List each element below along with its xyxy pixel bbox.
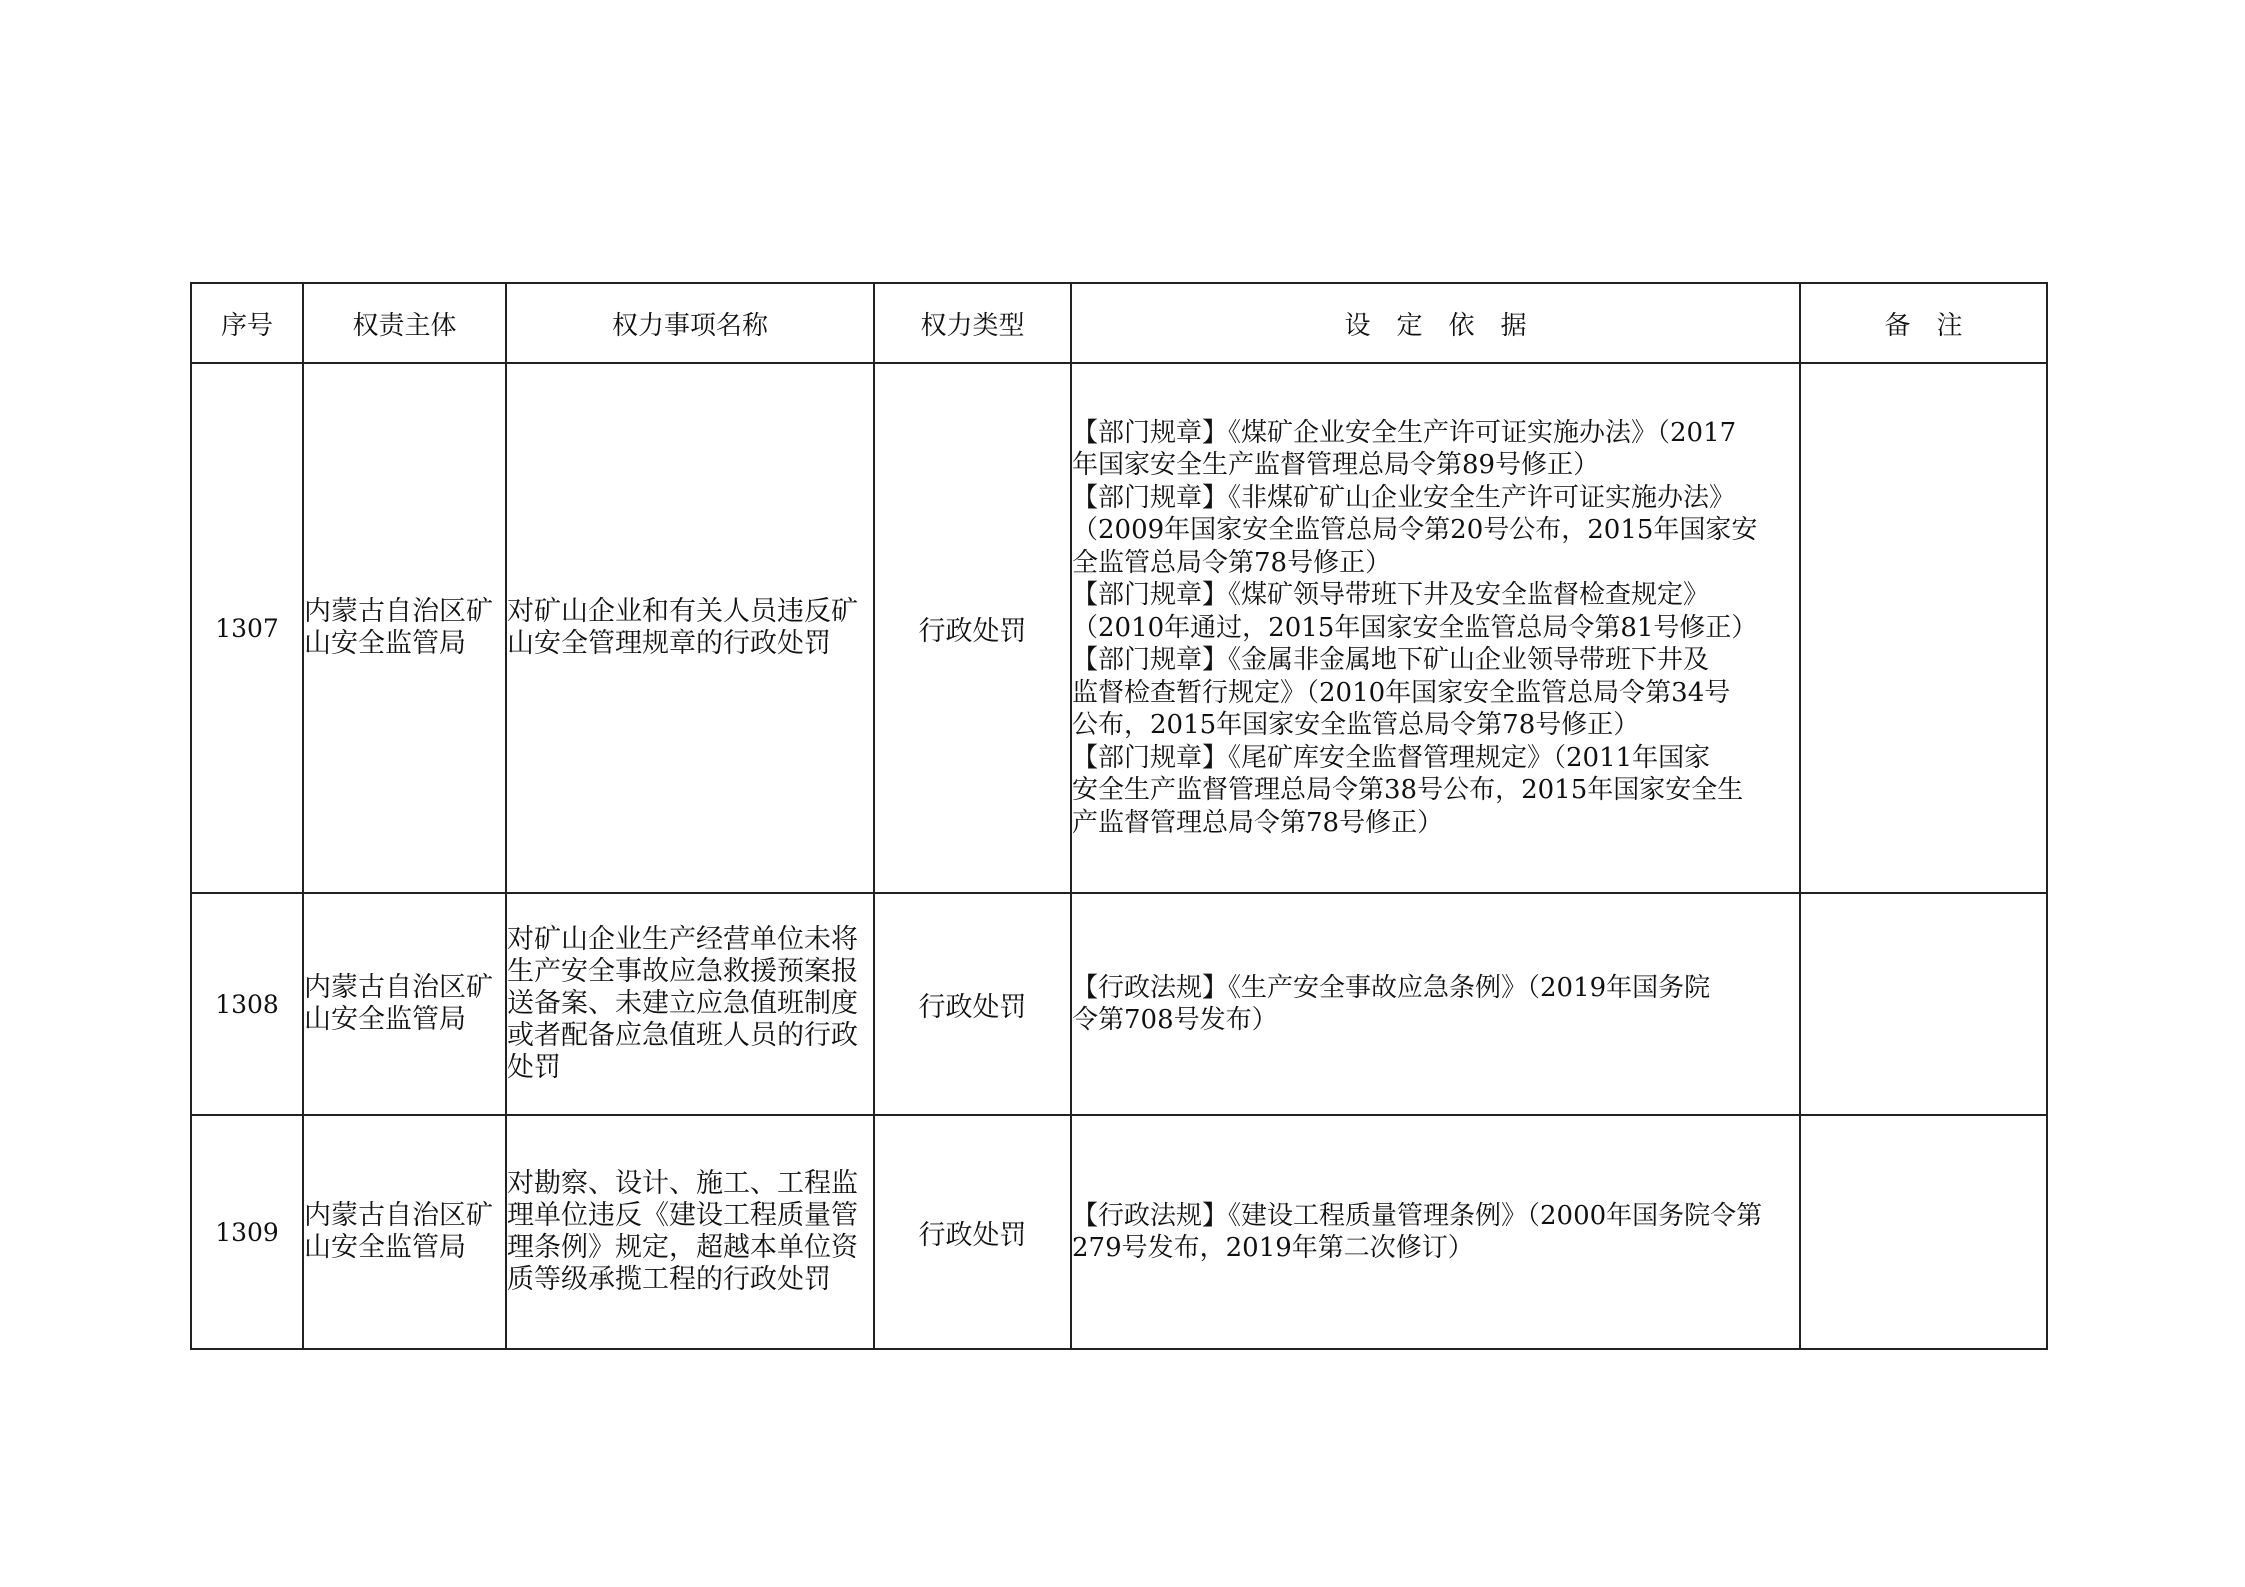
row-number: 1307 — [191, 363, 303, 893]
basis-line: （2010年通过，2015年国家安全监管总局令第81号修正） — [1072, 612, 1758, 643]
header-note: 备 注 — [1800, 283, 2047, 363]
row-subject: 内蒙古自治区矿山安全监管局 — [303, 363, 506, 893]
row-basis — [1071, 363, 1800, 893]
table-header-row — [191, 283, 2047, 363]
basis-line: 产监督管理总局令第78号修正） — [1072, 807, 1444, 838]
header-subject: 权责主体 — [303, 283, 506, 363]
table-row — [191, 1115, 2047, 1349]
basis-line: 【部门规章】《煤矿企业安全生产许可证实施办法》（2017 — [1072, 417, 1737, 448]
header-item-name: 权力事项名称 — [506, 283, 874, 363]
basis-line: 安全生产监督管理总局令第38号公布，2015年国家安全生 — [1072, 775, 1744, 806]
header-seq: 序号 — [191, 283, 303, 363]
basis-line: 【行政法规】《生产安全事故应急条例》（2019年国务院 — [1072, 972, 1711, 1003]
row-note — [1800, 1115, 2047, 1349]
basis-line: 令第708号发布） — [1072, 1005, 1278, 1035]
row-note — [1800, 363, 2047, 893]
basis-line: 【部门规章】《金属非金属地下矿山企业领导带班下井及 — [1072, 645, 1710, 676]
row-item-name: 对矿山企业和有关人员违反矿山安全管理规章的行政处罚 — [506, 363, 874, 893]
row-type: 行政处罚 — [874, 363, 1071, 893]
row-type: 行政处罚 — [874, 1115, 1071, 1349]
table-row — [191, 893, 2047, 1115]
table-row — [191, 363, 2047, 893]
header-basis: 设 定 依 据 — [1071, 283, 1800, 363]
basis-line: （2009年国家安全监管总局令第20号公布，2015年国家安 — [1072, 515, 1758, 546]
basis-line: 全监管总局令第78号修正） — [1072, 547, 1392, 578]
row-subject: 内蒙古自治区矿山安全监管局 — [303, 1115, 506, 1349]
basis-line: 监督检查暂行规定》（2010年国家安全监管总局令第34号 — [1072, 677, 1731, 708]
authority-table — [190, 282, 2048, 1350]
basis-line: 年国家安全生产监督管理总局令第89号修正） — [1072, 450, 1600, 481]
row-item-name: 对勘察、设计、施工、工程监理单位违反《建设工程质量管理条例》规定，超越本单位资质等级承揽工程的行政处罚 — [506, 1115, 874, 1349]
basis-line: 279号发布，2019年第二次修订） — [1072, 1233, 1474, 1263]
row-subject: 内蒙古自治区矿山安全监管局 — [303, 893, 506, 1115]
basis-line: 公布，2015年国家安全监管总局令第78号修正） — [1072, 710, 1640, 741]
basis-line: 【部门规章】《煤矿领导带班下井及安全监督检查规定》 — [1072, 580, 1710, 611]
row-note — [1800, 893, 2047, 1115]
row-basis — [1071, 893, 1800, 1115]
basis-line: 【部门规章】《非煤矿矿山企业安全生产许可证实施办法》 — [1072, 482, 1736, 513]
basis-line: 【部门规章】《尾矿库安全监督管理规定》（2011年国家 — [1072, 742, 1711, 773]
header-type: 权力类型 — [874, 283, 1071, 363]
row-type: 行政处罚 — [874, 893, 1071, 1115]
basis-line: 【行政法规】《建设工程质量管理条例》（2000年国务院令第 — [1072, 1200, 1763, 1231]
row-number: 1308 — [191, 893, 303, 1115]
row-item-name: 对矿山企业生产经营单位未将生产安全事故应急救援预案报送备案、未建立应急值班制度或者配备应急值班人员的行政处罚 — [506, 893, 874, 1115]
row-number: 1309 — [191, 1115, 303, 1349]
row-basis — [1071, 1115, 1800, 1349]
